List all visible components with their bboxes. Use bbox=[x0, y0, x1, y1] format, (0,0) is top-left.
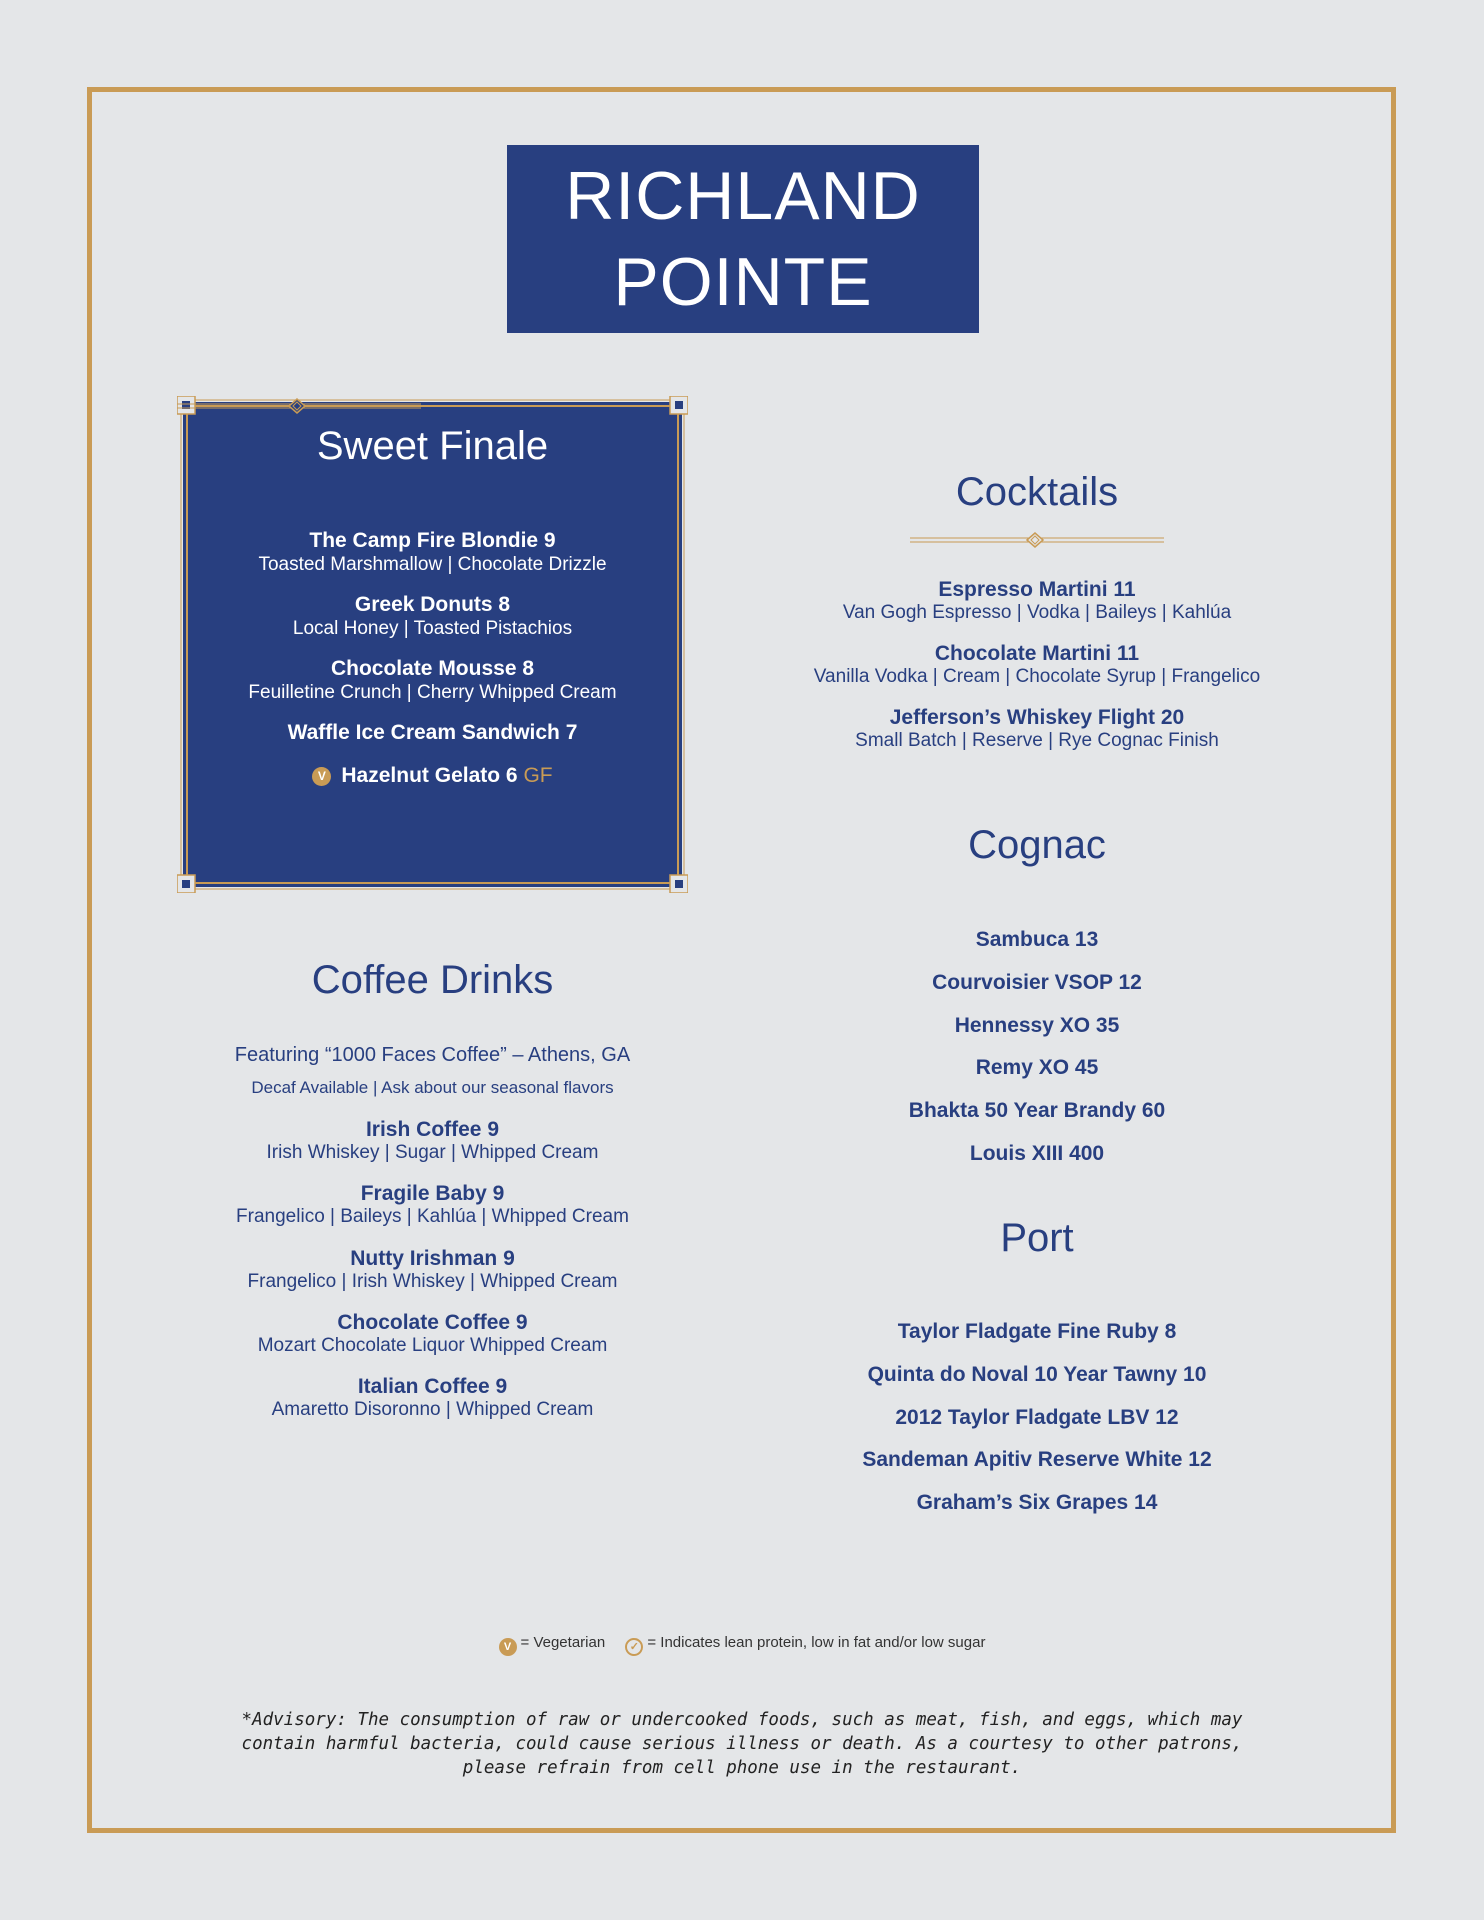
cognac-title: Cognac bbox=[968, 823, 1106, 867]
item-description: Frangelico | Baileys | Kahlúa | Whipped Cream bbox=[236, 1206, 629, 1227]
cognac-item: Louis XIII 400 bbox=[969, 1142, 1105, 1165]
item-name: Chocolate Coffee 9 bbox=[337, 1311, 528, 1334]
item-name: Chocolate Mousse 8 bbox=[330, 657, 535, 680]
item-description: Toasted Marshmallow | Chocolate Drizzle bbox=[258, 554, 607, 575]
item-name: Waffle Ice Cream Sandwich 7 bbox=[287, 721, 578, 744]
item-description: Mozart Chocolate Liquor Whipped Cream bbox=[257, 1335, 608, 1356]
sweet-finale-panel bbox=[177, 396, 688, 893]
cocktail-item bbox=[760, 706, 1314, 752]
divider-ornament bbox=[910, 530, 1164, 550]
item-description: Small Batch | Reserve | Rye Cognac Finish bbox=[855, 730, 1219, 751]
item-description: Irish Whiskey | Sugar | Whipped Cream bbox=[266, 1142, 599, 1163]
coffee-note: Decaf Available | Ask about our seasonal flavors bbox=[251, 1078, 614, 1097]
restaurant-logo bbox=[507, 145, 979, 333]
vegetarian-icon: V bbox=[312, 767, 331, 786]
coffee-item bbox=[177, 1182, 688, 1228]
cognac-item: Courvoisier VSOP 12 bbox=[932, 971, 1142, 994]
port-item: Taylor Fladgate Fine Ruby 8 bbox=[897, 1320, 1177, 1343]
port-item: 2012 Taylor Fladgate LBV 12 bbox=[895, 1406, 1179, 1429]
dessert-item bbox=[177, 528, 688, 576]
item-description: Van Gogh Espresso | Vodka | Baileys | Kahlúa bbox=[842, 602, 1232, 623]
cocktail-item bbox=[760, 642, 1314, 688]
item-description: Frangelico | Irish Whiskey | Whipped Cream bbox=[247, 1271, 618, 1292]
vegetarian-icon: V bbox=[499, 1638, 517, 1656]
legend bbox=[0, 1634, 1484, 1656]
legend-vegetarian bbox=[499, 1634, 606, 1656]
dessert-item bbox=[177, 592, 688, 640]
cognac-item: Remy XO 45 bbox=[975, 1056, 1099, 1079]
item-name: Espresso Martini 11 bbox=[938, 578, 1136, 601]
dessert-item bbox=[177, 763, 688, 789]
item-description: Vanilla Vodka | Cream | Chocolate Syrup | Frangelico bbox=[813, 666, 1261, 687]
sweet-finale-title: Sweet Finale bbox=[316, 424, 549, 468]
divider-ornament bbox=[177, 396, 421, 416]
port-item: Sandeman Apitiv Reserve White 12 bbox=[862, 1448, 1212, 1471]
brand-line-1: RICHLAND bbox=[565, 158, 921, 234]
coffee-item bbox=[177, 1247, 688, 1293]
item-description: Feuilletine Crunch | Cherry Whipped Cream bbox=[248, 682, 617, 703]
item-name: Greek Donuts 8 bbox=[354, 593, 511, 616]
legend-vegetarian-text: = Vegetarian bbox=[520, 1634, 606, 1651]
item-name: The Camp Fire Blondie 9 bbox=[309, 529, 556, 552]
item-name: Chocolate Martini 11 bbox=[934, 642, 1140, 665]
item-name: Irish Coffee 9 bbox=[365, 1118, 500, 1141]
item-name: Italian Coffee 9 bbox=[357, 1375, 508, 1398]
port-item: Graham’s Six Grapes 14 bbox=[916, 1491, 1158, 1514]
item-name: Nutty Irishman 9 bbox=[350, 1247, 515, 1270]
checkmark-icon: ✓ bbox=[625, 1638, 643, 1656]
item-description: Amaretto Disoronno | Whipped Cream bbox=[271, 1399, 594, 1420]
gluten-free-tag: GF bbox=[523, 764, 553, 787]
item-name: Jefferson’s Whiskey Flight 20 bbox=[889, 706, 1185, 729]
dessert-item bbox=[177, 720, 688, 746]
coffee-drinks-title: Coffee Drinks bbox=[311, 958, 554, 1002]
item-name: Fragile Baby 9 bbox=[360, 1182, 505, 1205]
coffee-item bbox=[177, 1311, 688, 1357]
cognac-item: Bhakta 50 Year Brandy 60 bbox=[908, 1099, 1166, 1122]
port-title: Port bbox=[1000, 1216, 1074, 1260]
item-name: Hazelnut Gelato 6 bbox=[341, 764, 518, 787]
legend-lean-text: = Indicates lean protein, low in fat and/or low sugar bbox=[647, 1634, 986, 1651]
brand-line-2: POINTE bbox=[613, 244, 873, 320]
dessert-item bbox=[177, 656, 688, 704]
advisory-text: *Advisory: The consumption of raw or undercooked foods, such as meat, fish, and eggs, which may contain harmful bacteria, could cause serious illness or death. As a courtesy to other patrons, please refrain from cell phone use in the restaurant. bbox=[241, 1710, 1243, 1778]
coffee-item bbox=[177, 1118, 688, 1164]
item-description: Local Honey | Toasted Pistachios bbox=[292, 618, 573, 639]
cocktail-item bbox=[760, 578, 1314, 624]
cognac-item: Sambuca 13 bbox=[975, 928, 1099, 951]
port-item: Quinta do Noval 10 Year Tawny 10 bbox=[867, 1363, 1207, 1386]
legend-lean bbox=[625, 1634, 985, 1656]
coffee-item bbox=[177, 1375, 688, 1421]
coffee-featuring: Featuring “1000 Faces Coffee” – Athens, GA bbox=[234, 1044, 631, 1066]
cognac-item: Hennessy XO 35 bbox=[954, 1014, 1120, 1037]
cocktails-title: Cocktails bbox=[955, 470, 1119, 514]
